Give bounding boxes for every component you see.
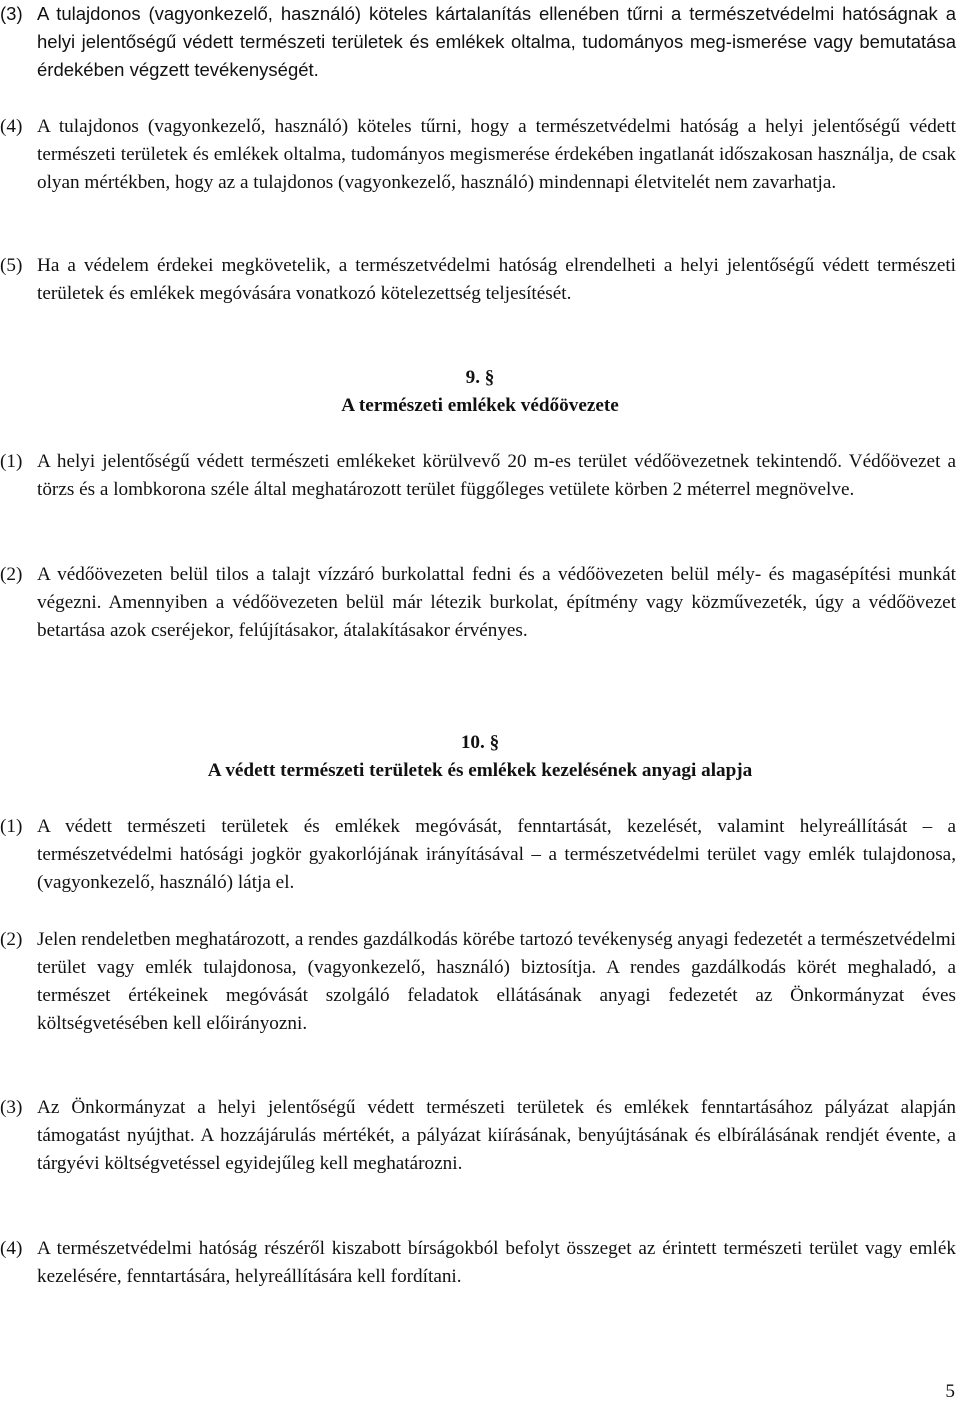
paragraph-number: (3) <box>0 1097 23 1118</box>
paragraph-number: (3) <box>0 3 23 24</box>
section-10-paragraph-4 <box>0 1235 956 1291</box>
section-10-paragraph-3 <box>0 1094 956 1178</box>
section-10-paragraph-2 <box>0 926 956 1038</box>
section-9-number: 9. § <box>465 367 495 388</box>
paragraph-text: A helyi jelentőségű védett természeti emlékeket körülvevő 20 m-es terület védőövezetnek tekintendő. Védőövezet a törzs és a lombkorona széle által meghatározott terület függőleges vetülete körben 2 méterrel megnövelve. <box>37 451 956 500</box>
paragraph-number: (5) <box>0 255 23 276</box>
paragraph-number: (1) <box>0 451 23 472</box>
paragraph-number: (2) <box>0 929 23 950</box>
section-10-number: 10. § <box>460 732 500 753</box>
paragraph-text: A védőövezeten belül tilos a talajt vízzáró burkolattal fedni és a védőövezeten belül mély- és magasépítési munkát végezni. Amennyiben a védőövezeten belül már létezik burkolat, építmény vagy közművezeték, úgy a védőövezet betartása azok cseréjekor, felújításakor, átalakításakor érvényes. <box>37 564 956 641</box>
paragraph-text: Ha a védelem érdekei megkövetelik, a természetvédelmi hatóság elrendelheti a helyi jelentőségű védett természeti területek és emlékek megóvására vonatkozó kötelezettség teljesítését. <box>37 255 956 304</box>
paragraph-text: Az Önkormányzat a helyi jelentőségű védett természeti területek és emlékek fenntartásához pályázat alapján támogatást nyújthat. A hozzájárulás mértékét, a pályázat kiírásának, benyújtásának és elbírálásának rendjét évente, a tárgyévi költségvetéssel egyidejűleg kell meghatározni. <box>37 1097 956 1174</box>
paragraph-number: (1) <box>0 816 23 837</box>
paragraph-text: A védett természeti területek és emlékek megóvását, fenntartását, kezelését, valamint helyreállítását – a természetvédelmi hatósági jogkör gyakorlójának irányításával – a természetvédelmi terület vagy emlék tulajdonosa, (vagyonkezelő, használó) látja el. <box>37 816 956 893</box>
page-number: 5 <box>945 1381 955 1402</box>
paragraph-text: A tulajdonos (vagyonkezelő, használó) köteles tűrni, hogy a természetvédelmi hatóság a helyi jelentőségű védett természeti területek és emlékek oltalma, tudományos megismerése érdekében ingatlanát időszakosan használja, de csak olyan mértékben, hogy az a tulajdonos (vagyonkezelő, használó) mindennapi életvitelét nem zavarhatja. <box>37 116 956 193</box>
paragraph-number: (4) <box>0 116 23 137</box>
section-9-title: A természeti emlékek védőövezete <box>341 395 619 416</box>
section-9-paragraph-2 <box>0 561 956 645</box>
paragraph-text: A tulajdonos (vagyonkezelő, használó) köteles kártalanítás ellenében tűrni a természetvédelmi hatóságnak a helyi jelentőségű védett természeti területek és emlékek oltalma, tudományos meg-ismerése vagy bemutatása érdekében végzett tevékenységét. <box>37 3 956 80</box>
paragraph-3-top <box>0 0 956 84</box>
paragraph-number: (4) <box>0 1238 23 1259</box>
section-10-paragraph-1 <box>0 813 956 897</box>
paragraph-text: Jelen rendeletben meghatározott, a rendes gazdálkodás körébe tartozó tevékenység anyagi fedezetét a természetvédelmi terület vagy emlék tulajdonosa, (vagyonkezelő, használó) biztosítja. A rendes gazdálkodás körét meghaladó, a természet értékeinek megóvását szolgáló feladatok ellátásának anyagi fedezetét az Önkormányzat éves költségvetésében kell előirányozni. <box>37 929 956 1034</box>
paragraph-text: A természetvédelmi hatóság részéről kiszabott bírságokból befolyt összeget az érintett természeti terület vagy emlék kezelésére, fenntartására, helyreállítására kell fordítani. <box>37 1238 956 1287</box>
section-10-title: A védett természeti területek és emlékek kezelésének anyagi alapja <box>207 760 753 781</box>
section-9-paragraph-1 <box>0 448 956 504</box>
paragraph-4-top <box>0 113 956 197</box>
paragraph-number: (2) <box>0 564 23 585</box>
paragraph-5-top <box>0 252 956 308</box>
